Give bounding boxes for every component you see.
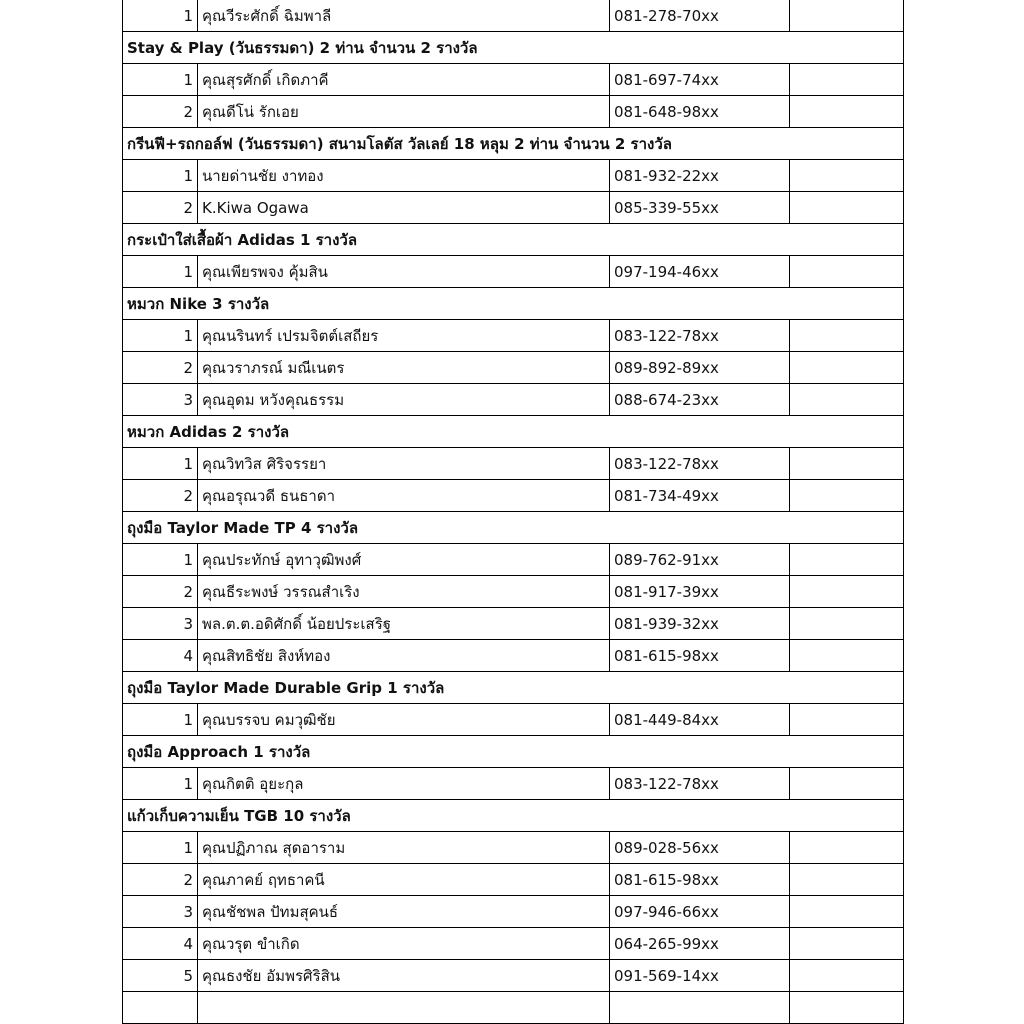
winner-phone-cell[interactable]: 081-615-98xx — [610, 640, 790, 672]
winner-note-cell[interactable] — [790, 160, 904, 192]
table-body — [123, 0, 904, 1024]
winner-note-cell[interactable] — [790, 768, 904, 800]
winner-index-cell[interactable]: 1 — [123, 768, 198, 800]
table-row[interactable] — [123, 96, 904, 128]
winner-name-cell[interactable]: คุณดีโน่ รักเอย — [198, 96, 610, 128]
prize-section-title: ถุงมือ Taylor Made TP 4 รางวัล — [123, 512, 904, 544]
winner-name-cell[interactable]: คุณสุรศักดิ์ เกิดภาคี — [198, 64, 610, 96]
prize-winner-table[interactable] — [122, 0, 904, 1024]
table-row[interactable] — [123, 896, 904, 928]
prize-section-header-row[interactable] — [123, 512, 904, 544]
winner-name-cell[interactable]: คุณวรุต ขำเกิด — [198, 928, 610, 960]
winner-note-cell[interactable] — [790, 832, 904, 864]
winner-index-cell[interactable]: 2 — [123, 96, 198, 128]
prize-section-header-row[interactable] — [123, 800, 904, 832]
winner-note-cell[interactable] — [790, 0, 904, 32]
winner-phone-cell[interactable]: 081-734-49xx — [610, 480, 790, 512]
table-row[interactable] — [123, 704, 904, 736]
winner-index-cell[interactable]: 1 — [123, 320, 198, 352]
winner-note-cell[interactable] — [790, 384, 904, 416]
winner-name-cell[interactable]: คุณกิตติ อุยะกุล — [198, 768, 610, 800]
winner-name-cell[interactable]: คุณนรินทร์ เปรมจิตต์เสถียร — [198, 320, 610, 352]
winner-phone-cell[interactable]: 083-122-78xx — [610, 448, 790, 480]
prize-section-title: ถุงมือ Taylor Made Durable Grip 1 รางวัล — [123, 672, 904, 704]
winner-note-cell[interactable] — [790, 608, 904, 640]
prize-section-header-row[interactable] — [123, 128, 904, 160]
winner-index-cell[interactable]: 1 — [123, 448, 198, 480]
winner-name-cell[interactable]: คุณเพียรพจง คุ้มสิน — [198, 256, 610, 288]
table-row[interactable] — [123, 384, 904, 416]
table-row[interactable] — [123, 448, 904, 480]
winner-phone-cell[interactable]: 085-339-55xx — [610, 192, 790, 224]
table-row[interactable] — [123, 0, 904, 32]
winner-name-cell[interactable] — [198, 992, 610, 1024]
winner-index-cell[interactable]: 1 — [123, 256, 198, 288]
winner-note-cell[interactable] — [790, 256, 904, 288]
prize-section-title: ถุงมือ Approach 1 รางวัล — [123, 736, 904, 768]
winner-name-cell[interactable]: นายด่านชัย งาทอง — [198, 160, 610, 192]
winner-phone-cell[interactable]: 081-939-32xx — [610, 608, 790, 640]
winner-index-cell[interactable]: 1 — [123, 64, 198, 96]
winner-index-cell[interactable]: 5 — [123, 960, 198, 992]
winner-note-cell[interactable] — [790, 704, 904, 736]
winner-index-cell[interactable]: 2 — [123, 576, 198, 608]
winner-phone-cell[interactable]: 089-762-91xx — [610, 544, 790, 576]
table-row[interactable] — [123, 608, 904, 640]
winner-name-cell[interactable]: พล.ต.ต.อดิศักดิ์ น้อยประเสริฐ — [198, 608, 610, 640]
winner-phone-cell[interactable]: 081-278-70xx — [610, 0, 790, 32]
prize-section-header-row[interactable] — [123, 672, 904, 704]
prize-section-header-row[interactable] — [123, 224, 904, 256]
winner-index-cell[interactable]: 3 — [123, 608, 198, 640]
winner-phone-cell[interactable]: 083-122-78xx — [610, 768, 790, 800]
winner-note-cell[interactable] — [790, 448, 904, 480]
prize-section-title: หมวก Nike 3 รางวัล — [123, 288, 904, 320]
winner-index-cell[interactable]: 1 — [123, 0, 198, 32]
winner-name-cell[interactable]: คุณปฏิภาณ สุดอาราม — [198, 832, 610, 864]
winner-phone-cell[interactable] — [610, 992, 790, 1024]
winner-name-cell[interactable]: คุณวีระศักดิ์ ฉิมพาลี — [198, 0, 610, 32]
winner-note-cell[interactable] — [790, 576, 904, 608]
winner-index-cell[interactable]: 2 — [123, 192, 198, 224]
winner-index-cell[interactable]: 2 — [123, 352, 198, 384]
prize-section-header-row[interactable] — [123, 416, 904, 448]
table-row[interactable] — [123, 832, 904, 864]
winner-index-cell[interactable]: 1 — [123, 704, 198, 736]
winner-phone-cell[interactable]: 091-569-14xx — [610, 960, 790, 992]
winner-index-cell[interactable]: 2 — [123, 864, 198, 896]
table-row[interactable] — [123, 480, 904, 512]
winner-note-cell[interactable] — [790, 192, 904, 224]
winner-phone-cell[interactable]: 081-615-98xx — [610, 864, 790, 896]
winner-name-cell[interactable]: คุณชัชพล ปัทมสุคนธ์ — [198, 896, 610, 928]
winner-name-cell[interactable]: คุณวิทวิส ศิริจรรยา — [198, 448, 610, 480]
winner-note-cell[interactable] — [790, 480, 904, 512]
winner-index-cell[interactable] — [123, 992, 198, 1024]
winner-note-cell[interactable] — [790, 352, 904, 384]
table-row[interactable] — [123, 768, 904, 800]
winner-phone-cell[interactable]: 083-122-78xx — [610, 320, 790, 352]
winner-index-cell[interactable]: 1 — [123, 832, 198, 864]
prize-section-header-row[interactable] — [123, 288, 904, 320]
winner-note-cell[interactable] — [790, 640, 904, 672]
winner-name-cell[interactable]: คุณภาคย์ ฤทธาคนี — [198, 864, 610, 896]
table-row[interactable] — [123, 928, 904, 960]
table-row[interactable] — [123, 864, 904, 896]
winner-phone-cell[interactable]: 089-028-56xx — [610, 832, 790, 864]
winner-note-cell[interactable] — [790, 992, 904, 1024]
winner-note-cell[interactable] — [790, 928, 904, 960]
prize-section-title: Stay & Play (วันธรรมดา) 2 ท่าน จำนวน 2 รางวัล — [123, 32, 904, 64]
table-row[interactable] — [123, 992, 904, 1024]
winner-index-cell[interactable]: 1 — [123, 160, 198, 192]
winner-note-cell[interactable] — [790, 864, 904, 896]
prize-section-title: แก้วเก็บความเย็น TGB 10 รางวัล — [123, 800, 904, 832]
prize-section-title: กรีนฟี+รถกอล์ฟ (วันธรรมดา) สนามโลตัส วัลเลย์ 18 หลุม 2 ท่าน จำนวน 2 รางวัล — [123, 128, 904, 160]
winner-phone-cell[interactable]: 064-265-99xx — [610, 928, 790, 960]
table-row[interactable] — [123, 352, 904, 384]
table-row[interactable] — [123, 544, 904, 576]
winner-note-cell[interactable] — [790, 96, 904, 128]
winner-phone-cell[interactable]: 097-194-46xx — [610, 256, 790, 288]
winner-name-cell[interactable]: คุณวราภรณ์ มณีเนตร — [198, 352, 610, 384]
winner-phone-cell[interactable]: 088-674-23xx — [610, 384, 790, 416]
winner-name-cell[interactable]: คุณอรุณวดี ธนธาดา — [198, 480, 610, 512]
winner-index-cell[interactable]: 4 — [123, 640, 198, 672]
winner-phone-cell[interactable]: 081-449-84xx — [610, 704, 790, 736]
winner-name-cell[interactable]: คุณธงชัย อัมพรศิริสิน — [198, 960, 610, 992]
winner-note-cell[interactable] — [790, 320, 904, 352]
table-row[interactable] — [123, 256, 904, 288]
winner-phone-cell[interactable]: 097-946-66xx — [610, 896, 790, 928]
winner-phone-cell[interactable]: 081-917-39xx — [610, 576, 790, 608]
winner-phone-cell[interactable]: 081-648-98xx — [610, 96, 790, 128]
table-row[interactable] — [123, 192, 904, 224]
prize-section-header-row[interactable] — [123, 32, 904, 64]
winner-name-cell[interactable]: คุณประทักษ์ อุทาวุฒิพงศ์ — [198, 544, 610, 576]
table-row[interactable] — [123, 160, 904, 192]
table-row[interactable] — [123, 64, 904, 96]
winner-phone-cell[interactable]: 089-892-89xx — [610, 352, 790, 384]
winner-note-cell[interactable] — [790, 64, 904, 96]
prize-section-title: กระเป๋าใส่เสื้อผ้า Adidas 1 รางวัล — [123, 224, 904, 256]
prize-section-title: หมวก Adidas 2 รางวัล — [123, 416, 904, 448]
winner-note-cell[interactable] — [790, 896, 904, 928]
table-row[interactable] — [123, 320, 904, 352]
winner-name-cell[interactable]: คุณบรรจบ คมวุฒิชัย — [198, 704, 610, 736]
winner-index-cell[interactable]: 3 — [123, 896, 198, 928]
winner-name-cell[interactable]: คุณธีระพงษ์ วรรณสำเริง — [198, 576, 610, 608]
prize-section-header-row[interactable] — [123, 736, 904, 768]
winner-index-cell[interactable]: 2 — [123, 480, 198, 512]
table-row[interactable] — [123, 576, 904, 608]
winner-note-cell[interactable] — [790, 544, 904, 576]
winner-name-cell[interactable]: K.Kiwa Ogawa — [198, 192, 610, 224]
winner-index-cell[interactable]: 1 — [123, 544, 198, 576]
table-row[interactable] — [123, 640, 904, 672]
table-row[interactable] — [123, 960, 904, 992]
winner-name-cell[interactable]: คุณอุดม หวังคุณธรรม — [198, 384, 610, 416]
winner-index-cell[interactable]: 4 — [123, 928, 198, 960]
winner-phone-cell[interactable]: 081-697-74xx — [610, 64, 790, 96]
winner-note-cell[interactable] — [790, 960, 904, 992]
winner-name-cell[interactable]: คุณสิทธิชัย สิงห์ทอง — [198, 640, 610, 672]
winner-index-cell[interactable]: 3 — [123, 384, 198, 416]
winner-phone-cell[interactable]: 081-932-22xx — [610, 160, 790, 192]
